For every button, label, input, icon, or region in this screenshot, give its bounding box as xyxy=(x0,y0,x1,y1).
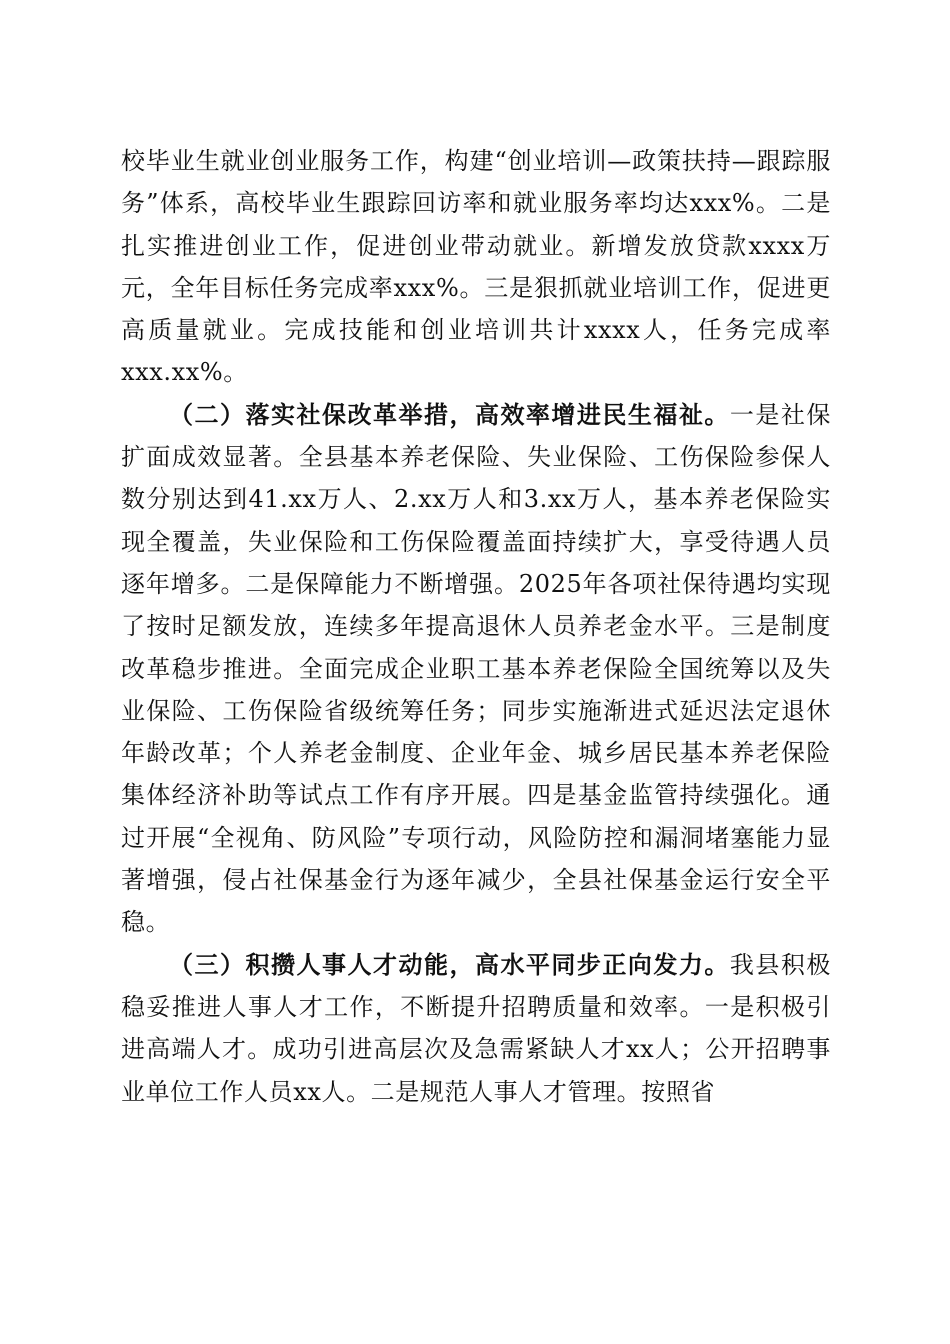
paragraph-talent xyxy=(121,944,831,1113)
paragraph-text: 校毕业生就业创业服务工作，构建“创业培训—政策扶持—跟踪服务”体系，高校毕业生跟踪回访率和就业服务率均达xxx%。二是扎实推进创业工作，促进创业带动就业。新增发放贷款xxxx万元，全年目标任务完成率xxx%。三是狠抓就业培训工作，促进更高质量就业。完成技能和创业培训共计xxxx人，任务完成率xxx.xx%。 xyxy=(121,147,831,387)
section-heading-social-security: （二）落实社保改革举措，高效率增进民生福祉。 xyxy=(169,400,730,429)
paragraph-employment-continued xyxy=(121,140,831,394)
paragraph-text: 我县积极稳妥推进人事人才工作，不断提升招聘质量和效率。一是积极引进高端人才。成功引进高层次及急需紧缺人才xx人；公开招聘事业单位工作人员xx人。二是规范人事人才管理。按照省 xyxy=(121,950,831,1106)
document-body xyxy=(121,140,831,1113)
paragraph-text: 一是社保扩面成效显著。全县基本养老保险、失业保险、工伤保险参保人数分别达到41.xx万人、2.xx万人和3.xx万人，基本养老保险实现全覆盖，失业保险和工伤保险覆盖面持续扩大，享受待遇人员逐年增多。二是保障能力不断增强。2025年各项社保待遇均实现了按时足额发放，连续多年提高退休人员养老金水平。三是制度改革稳步推进。全面完成企业职工基本养老保险全国统筹以及失业保险、工伤保险省级统筹任务；同步实施渐进式延迟法定退休年龄改革；个人养老金制度、企业年金、城乡居民基本养老保险集体经济补助等试点工作有序开展。四是基金监管持续强化。通过开展“全视角、防风险”专项行动，风险防控和漏洞堵塞能力显著增强，侵占社保基金行为逐年减少，全县社保基金运行安全平稳。 xyxy=(121,400,831,937)
section-heading-talent: （三）积攒人事人才动能，高水平同步正向发力。 xyxy=(169,950,730,979)
paragraph-social-security xyxy=(121,394,831,944)
